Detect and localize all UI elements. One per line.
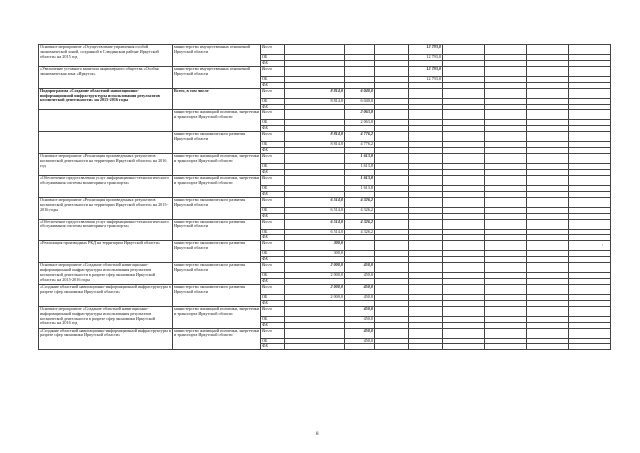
cell-amount: [375, 263, 409, 273]
cell-amount: [409, 263, 443, 273]
table-row: [39, 197, 611, 207]
cell-source: Всего: [261, 328, 285, 338]
budget-table-body: [39, 45, 611, 350]
cell-source: ОБ: [261, 294, 285, 300]
cell-amount: 8 814,0: [285, 142, 345, 148]
table-row: [39, 263, 611, 273]
cell-source: Всего: [261, 66, 285, 76]
cell-amount: [409, 219, 443, 229]
cell-amount: [375, 45, 409, 55]
cell-amount: [527, 241, 569, 251]
cell-activity: «Обеспечение предоставления услуг информационно-технологического обслуживания системы мониторинга транспорта»: [39, 175, 173, 197]
cell-amount: 4 776,2: [345, 132, 375, 142]
cell-amount: 450,0: [345, 294, 375, 300]
cell-amount: 12 793,0: [409, 66, 443, 76]
cell-amount: [443, 132, 485, 142]
cell-source: ОБ: [261, 55, 285, 61]
cell-amount: [285, 344, 345, 350]
cell-amount: [485, 88, 527, 98]
cell-amount: [485, 110, 527, 120]
table-row: [39, 132, 611, 142]
cell-amount: [443, 219, 485, 229]
cell-amount: 450,0: [345, 273, 375, 279]
cell-amount: 300,0: [285, 251, 345, 257]
cell-amount: [409, 175, 443, 185]
cell-amount: [527, 344, 569, 350]
cell-amount: [443, 66, 485, 76]
cell-amount: [375, 219, 409, 229]
cell-source: ОБ: [261, 338, 285, 344]
cell-amount: [485, 45, 527, 55]
cell-amount: [569, 241, 611, 251]
cell-amount: [527, 263, 569, 273]
cell-amount: [527, 66, 569, 76]
cell-activity: Подпрограмма «Создание областной навигационно-информационной инфраструктуры использования результатов космической деятельности» на 2015-2016 годы: [39, 88, 173, 110]
cell-amount: 8 814,0: [285, 98, 345, 104]
cell-amount: 2 000,0: [285, 273, 345, 279]
table-row: [39, 66, 611, 76]
cell-activity: Основное мероприятие «Создание областной навигационно-информационной инфраструктуры использования результатов космической деятельности в разрезе сфер экономики Иркутской области» на 2016 год: [39, 306, 173, 328]
cell-source: ОБ: [261, 98, 285, 104]
cell-activity: [39, 110, 173, 132]
cell-amount: [375, 344, 409, 350]
cell-source: Всего: [261, 197, 285, 207]
cell-amount: [345, 45, 375, 55]
cell-activity: Основное мероприятие «Реализация произведенных результатов космической деятельности на территории Иркутской области» на 2016 год: [39, 154, 173, 176]
cell-executor: министерство жилищной политики, энергетики и транспорта Иркутской области: [173, 306, 261, 328]
cell-source: ФБ: [261, 322, 285, 328]
cell-source: ОБ: [261, 207, 285, 213]
cell-executor: министерство жилищной политики, энергетики и транспорта Иркутской области: [173, 154, 261, 176]
cell-amount: [485, 241, 527, 251]
cell-amount: [443, 306, 485, 316]
cell-amount: 2 063,8: [345, 120, 375, 126]
cell-amount: [569, 197, 611, 207]
cell-executor: министерство экономического развития Иркутской области: [173, 284, 261, 306]
cell-amount: [285, 110, 345, 120]
cell-amount: [375, 110, 409, 120]
cell-amount: 6 514,0: [285, 219, 345, 229]
cell-executor: министерство имущественных отношений Иркутской области: [173, 45, 261, 67]
cell-amount: [443, 241, 485, 251]
table-row: [39, 154, 611, 164]
cell-executor: министерство экономического развития Иркутской области: [173, 197, 261, 219]
cell-amount: [569, 328, 611, 338]
cell-amount: [375, 66, 409, 76]
cell-source: Всего: [261, 284, 285, 294]
cell-amount: [569, 88, 611, 98]
cell-activity: Основное мероприятие «Создание областной навигационно-информационной инфраструктуры использования результатов космической деятельности в разрезе сфер экономики Иркутской области» на 2015-2016 годы: [39, 263, 173, 285]
cell-amount: [569, 219, 611, 229]
cell-executor: министерство жилищной политики, энергетики и транспорта Иркутской области: [173, 328, 261, 350]
cell-amount: [443, 328, 485, 338]
cell-amount: [375, 284, 409, 294]
cell-source: ОБ: [261, 316, 285, 322]
cell-amount: [443, 88, 485, 98]
cell-executor: министерство жилищной политики, энергетики и транспорта Иркутской области: [173, 175, 261, 197]
cell-source: ОБ: [261, 142, 285, 148]
cell-amount: [443, 154, 485, 164]
cell-amount: [569, 110, 611, 120]
cell-amount: [375, 306, 409, 316]
cell-amount: [409, 197, 443, 207]
cell-source: ФБ: [261, 82, 285, 88]
cell-source: Всего: [261, 263, 285, 273]
table-row: [39, 88, 611, 98]
cell-amount: [485, 263, 527, 273]
cell-executor: министерство экономического развития Иркутской области: [173, 219, 261, 241]
cell-amount: 450,0: [345, 316, 375, 322]
cell-amount: [409, 241, 443, 251]
budget-table: [38, 44, 611, 350]
cell-amount: [409, 132, 443, 142]
cell-amount: 6 514,0: [285, 207, 345, 213]
cell-amount: [285, 306, 345, 316]
cell-amount: [409, 88, 443, 98]
table-row: [39, 45, 611, 55]
cell-amount: [527, 219, 569, 229]
cell-source: Всего: [261, 175, 285, 185]
cell-source: Всего: [261, 132, 285, 142]
cell-source: Всего: [261, 88, 285, 98]
cell-amount: [485, 197, 527, 207]
cell-source: ФБ: [261, 279, 285, 285]
cell-amount: 4 326,2: [345, 207, 375, 213]
cell-amount: [443, 45, 485, 55]
cell-amount: [569, 154, 611, 164]
cell-source: ФБ: [261, 104, 285, 110]
table-row: [39, 219, 611, 229]
cell-amount: 8 814,0: [285, 88, 345, 98]
cell-amount: 12 793,0: [409, 55, 443, 61]
cell-source: Всего: [261, 241, 285, 251]
cell-amount: [345, 241, 375, 251]
cell-activity: «Реализация производных РКД на территории Иркутской области»: [39, 241, 173, 263]
cell-source: ФБ: [261, 235, 285, 241]
cell-source: Всего: [261, 154, 285, 164]
cell-source: ФБ: [261, 300, 285, 306]
cell-amount: [527, 197, 569, 207]
cell-source: Всего: [261, 45, 285, 55]
cell-source: ФБ: [261, 148, 285, 154]
cell-amount: [375, 328, 409, 338]
cell-amount: 1 613,8: [345, 154, 375, 164]
cell-source: Всего: [261, 219, 285, 229]
cell-amount: [375, 132, 409, 142]
cell-amount: [409, 154, 443, 164]
cell-amount: [527, 328, 569, 338]
cell-amount: [285, 66, 345, 76]
cell-amount: [345, 344, 375, 350]
cell-executor: министерство имущественных отношений Иркутской области: [173, 66, 261, 88]
cell-source: ОБ: [261, 76, 285, 82]
cell-amount: [409, 328, 443, 338]
table-row: [39, 306, 611, 316]
cell-amount: 6 040,0: [345, 88, 375, 98]
cell-amount: [485, 219, 527, 229]
cell-amount: [569, 175, 611, 185]
cell-amount: [409, 110, 443, 120]
margin-mark: ': [602, 245, 603, 250]
cell-amount: [409, 344, 443, 350]
cell-amount: [527, 175, 569, 185]
cell-amount: [375, 241, 409, 251]
cell-amount: 2 000,0: [285, 284, 345, 294]
cell-amount: [569, 306, 611, 316]
cell-amount: 300,0: [285, 241, 345, 251]
cell-amount: 4 326,2: [345, 229, 375, 235]
cell-amount: 4 776,2: [345, 142, 375, 148]
cell-source: ФБ: [261, 344, 285, 350]
cell-amount: 450,0: [345, 338, 375, 344]
cell-source: Всего: [261, 306, 285, 316]
cell-amount: 6 514,0: [285, 197, 345, 207]
cell-amount: [409, 284, 443, 294]
cell-amount: [375, 175, 409, 185]
cell-source: ФБ: [261, 213, 285, 219]
table-row: [39, 284, 611, 294]
cell-amount: [285, 328, 345, 338]
cell-source: ФБ: [261, 60, 285, 66]
cell-amount: 12 793,0: [409, 45, 443, 55]
cell-amount: [443, 263, 485, 273]
cell-activity: [39, 132, 173, 154]
cell-amount: [443, 110, 485, 120]
cell-amount: [345, 66, 375, 76]
cell-amount: [485, 66, 527, 76]
cell-amount: [569, 284, 611, 294]
cell-amount: 450,0: [345, 328, 375, 338]
table-row: [39, 241, 611, 251]
cell-activity: Основное мероприятие «Осуществление управления особой экономической зоной, созданной в Слюдянском районе Иркутской области» на 2015 год: [39, 45, 173, 67]
cell-amount: [527, 154, 569, 164]
cell-amount: 4 326,2: [345, 197, 375, 207]
cell-source: ОБ: [261, 164, 285, 170]
cell-activity: «Создание областной навигационно-информационной инфраструктуры в разрезе сфер экономики Иркутской области»: [39, 284, 173, 306]
cell-activity: Основное мероприятие «Реализация произведенных результатов космической деятельности на территории Иркутской области» на 2015-2016 годы: [39, 197, 173, 219]
page-number: 8: [316, 432, 319, 437]
cell-amount: [443, 344, 485, 350]
cell-executor: министерство жилищной политики, энергетики и транспорта Иркутской области: [173, 110, 261, 132]
cell-amount: 1 613,8: [345, 164, 375, 170]
table-row: [39, 175, 611, 185]
cell-amount: [443, 175, 485, 185]
cell-amount: 450,0: [345, 284, 375, 294]
cell-amount: 6 040,0: [345, 98, 375, 104]
cell-amount: [527, 306, 569, 316]
cell-activity: «Создание областной навигационно-информационной инфраструктуры в разрезе сфер экономики Иркутской области»: [39, 328, 173, 350]
cell-amount: [569, 344, 611, 350]
cell-amount: [527, 284, 569, 294]
cell-amount: 450,0: [345, 306, 375, 316]
cell-source: ФБ: [261, 169, 285, 175]
cell-amount: [527, 110, 569, 120]
cell-amount: [285, 45, 345, 55]
cell-executor: министерство экономического развития Иркутской области: [173, 263, 261, 285]
cell-amount: [569, 263, 611, 273]
cell-source: Всего: [261, 110, 285, 120]
cell-amount: 6 514,0: [285, 229, 345, 235]
cell-amount: [527, 132, 569, 142]
cell-amount: [485, 175, 527, 185]
cell-source: ФБ: [261, 257, 285, 263]
cell-amount: [285, 154, 345, 164]
cell-source: ФБ: [261, 126, 285, 132]
cell-amount: [443, 197, 485, 207]
cell-amount: [485, 132, 527, 142]
cell-amount: 1 613,8: [345, 175, 375, 185]
cell-source: ОБ: [261, 251, 285, 257]
table-row: [39, 328, 611, 338]
cell-amount: [375, 154, 409, 164]
cell-amount: 4 326,2: [345, 219, 375, 229]
cell-amount: [569, 66, 611, 76]
cell-amount: 2 063,8: [345, 110, 375, 120]
cell-amount: 2 000,0: [285, 294, 345, 300]
cell-activity: «Обеспечение предоставления услуг информационно-технологического обслуживания системы мониторинга транспорта»: [39, 219, 173, 241]
cell-amount: 1 613,8: [345, 185, 375, 191]
cell-amount: [485, 344, 527, 350]
cell-amount: 12 793,0: [409, 76, 443, 82]
cell-amount: [375, 88, 409, 98]
cell-amount: [443, 284, 485, 294]
cell-amount: [485, 328, 527, 338]
cell-amount: [375, 197, 409, 207]
cell-amount: [527, 88, 569, 98]
cell-amount: [569, 45, 611, 55]
cell-amount: 8 814,0: [285, 132, 345, 142]
cell-amount: [569, 132, 611, 142]
cell-amount: [485, 284, 527, 294]
cell-source: ФБ: [261, 191, 285, 197]
cell-amount: [409, 306, 443, 316]
cell-executor: министерство экономического развития Иркутской области: [173, 132, 261, 154]
cell-source: ОБ: [261, 120, 285, 126]
cell-amount: [527, 45, 569, 55]
table-row: [39, 110, 611, 120]
cell-executor: Всего, в том числе: [173, 88, 261, 110]
cell-source: ОБ: [261, 185, 285, 191]
cell-executor: министерство экономического развития Иркутской области: [173, 241, 261, 263]
budget-table-sheet: [38, 44, 610, 350]
cell-source: ОБ: [261, 273, 285, 279]
cell-amount: 2 000,0: [285, 263, 345, 273]
cell-amount: 450,0: [345, 263, 375, 273]
cell-amount: [485, 154, 527, 164]
cell-source: ОБ: [261, 229, 285, 235]
cell-activity: «Увеличение уставного капитала акционерного общества «Особая экономическая зона «Иркутск»: [39, 66, 173, 88]
cell-amount: [485, 306, 527, 316]
cell-amount: [285, 175, 345, 185]
